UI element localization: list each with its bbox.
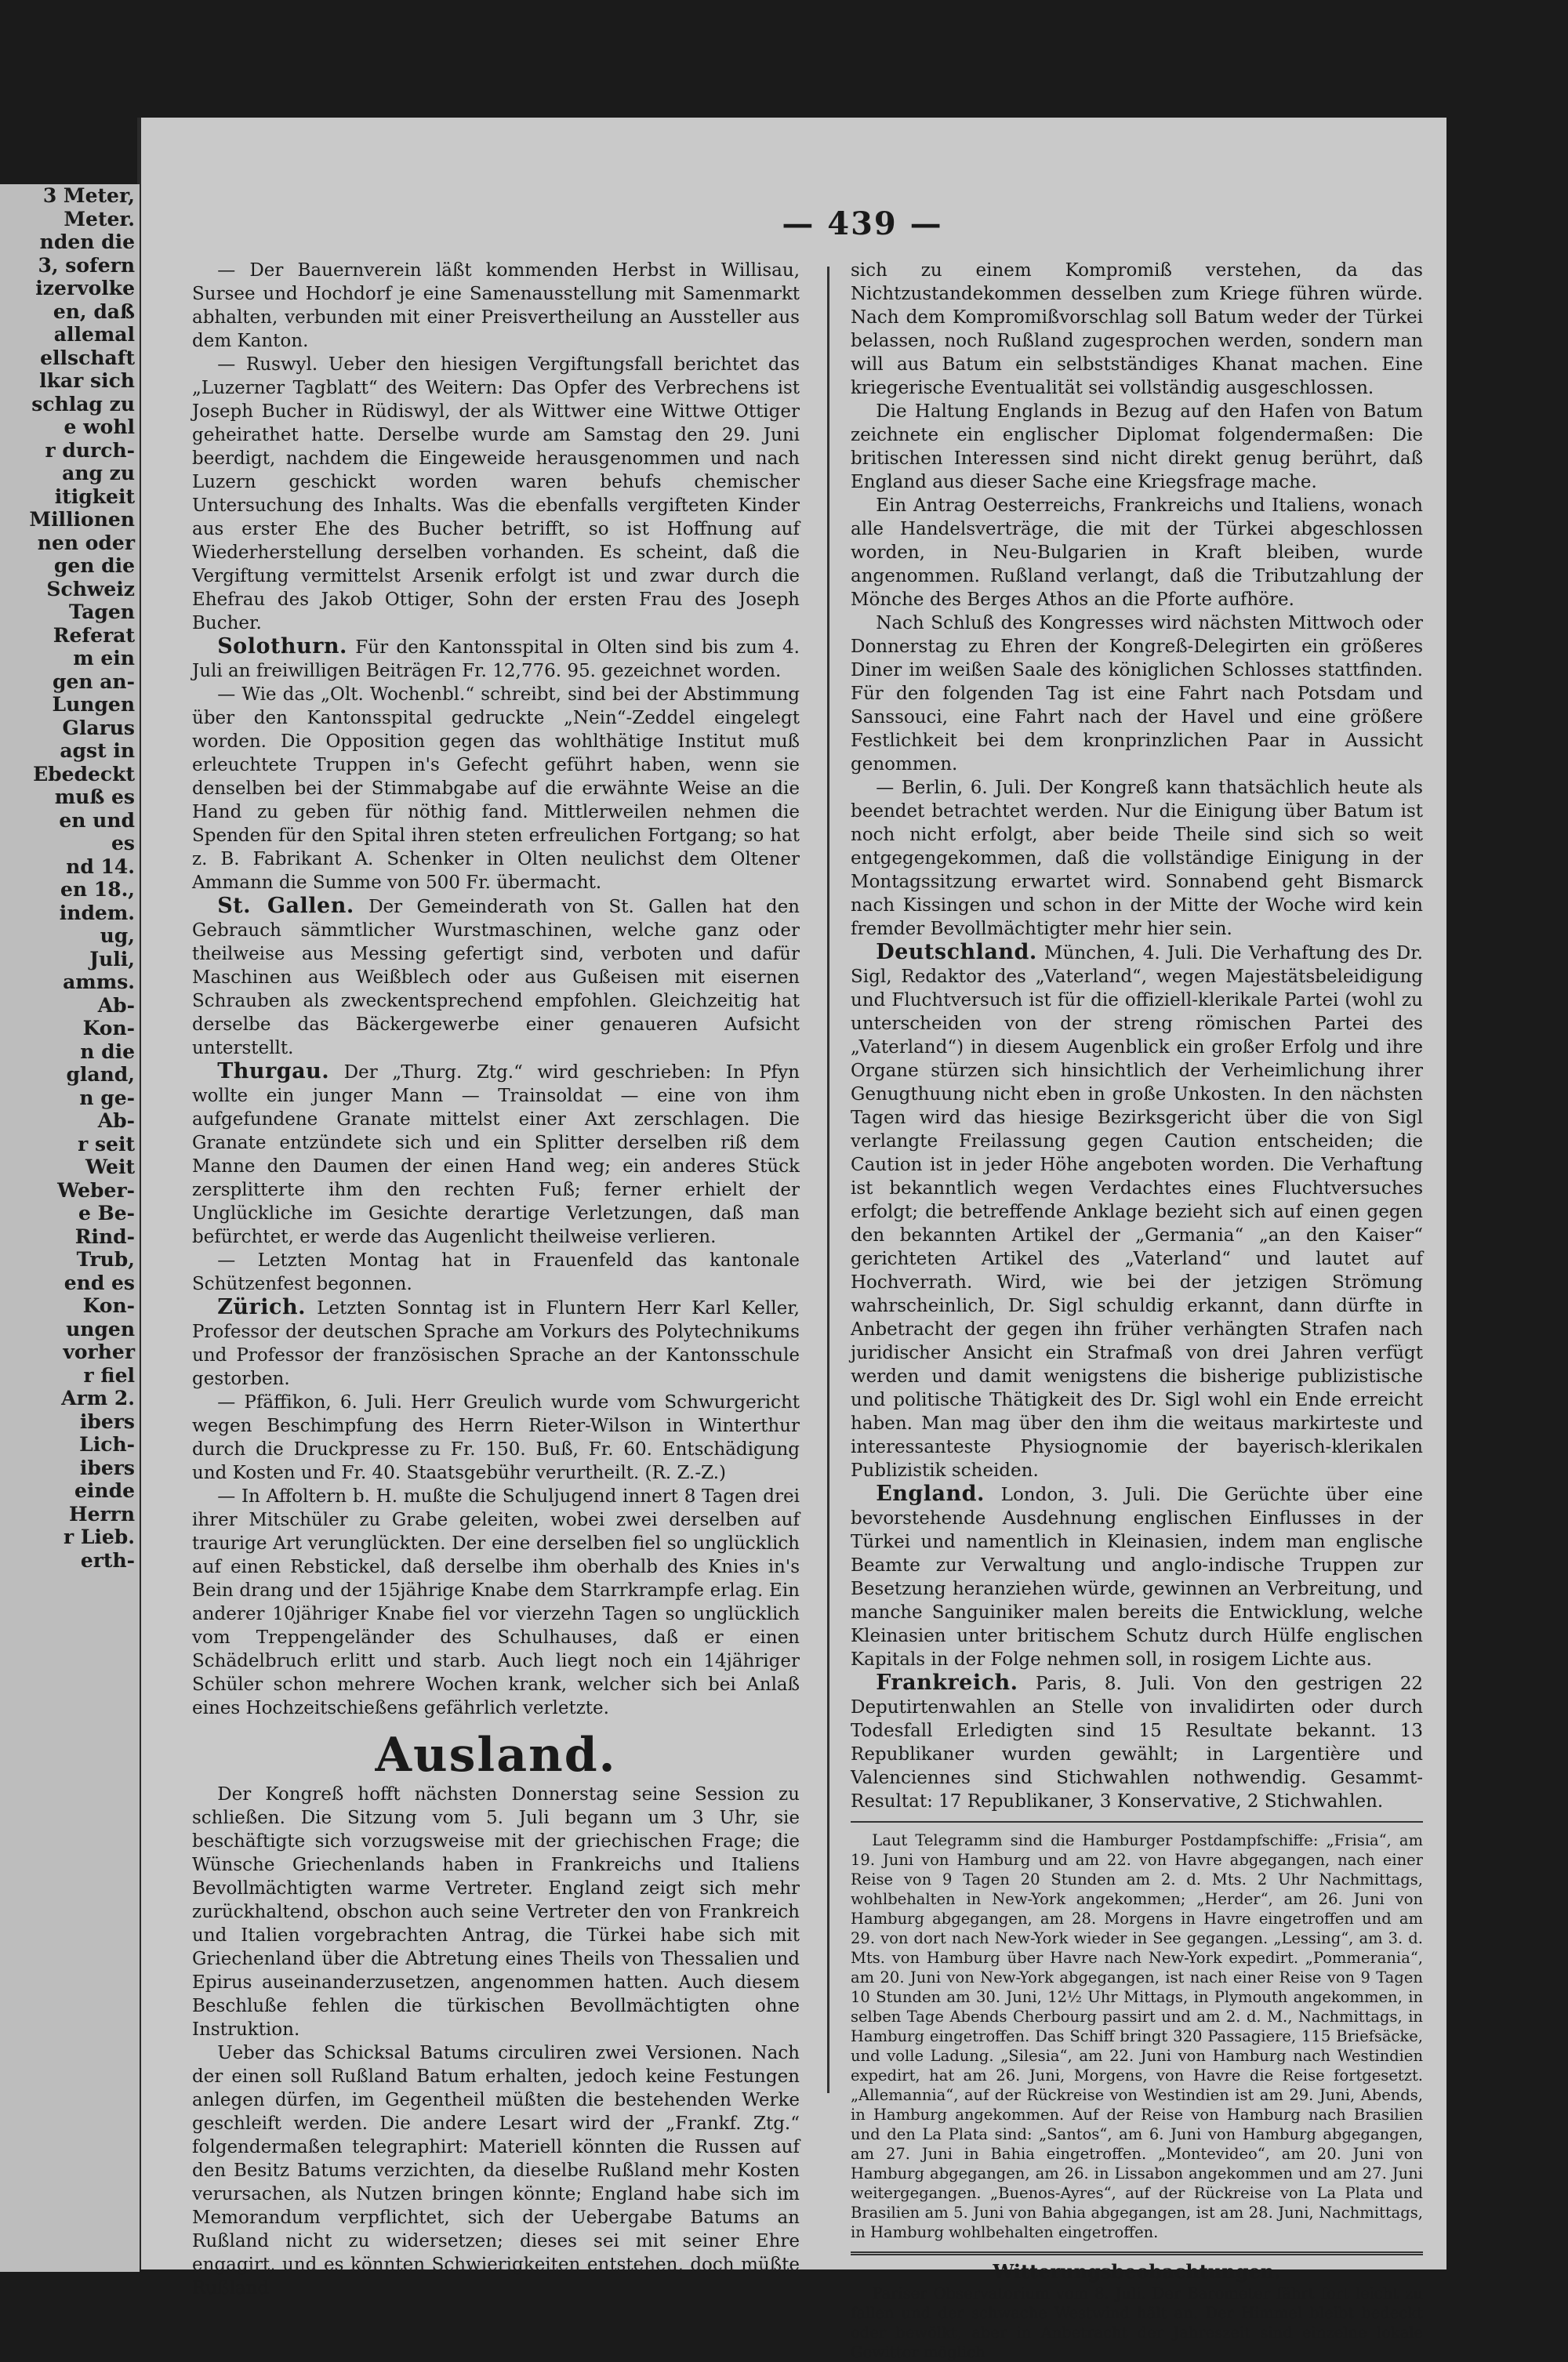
article-frauenfeld: — Letzten Montag hat in Frauenfeld das kantonale Schützenfest begonnen. — [192, 1250, 800, 1294]
section-stgallen: St. Gallen. — [217, 894, 354, 918]
article-affoltern: — In Affoltern b. H. mußte die Schuljugend innert 8 Tagen drei ihrer Mitschüler zu Grabe geleiten, wobei zwei derselben auf traurige Art verunglückten. Der eine derselben fiel so unglücklich auf einen Rebstickel, daß derselbe ihm oberhalb des Knies in's Bein drang und der 15jährige Knabe dem Starrkrampfe erlag. Ein anderer 10jähriger Knabe fiel vor vierzehn Tagen so unglücklich vom Treppengeländer des Schulhauses, daß er einen Schädelbruch erlitt und starb. Auch liegt noch ein 14jähriger Schüler schon mehrere Wochen krank, welcher sich bei Anlaß eines Hochzeitschießens gefährlich verletzte. — [192, 1486, 800, 1718]
weather-report: Pariser Observatorium vom 8. Juli. Der Barometer fährt fort leicht zu fallen und der schwache Westwind hält an. Der Himmel bleibt bedeckt oder bewölkt, aber in Anbetracht der Jahreszeit sind einzelne lokale Gewitter möglich — [851, 2284, 1423, 2361]
article-berlin: — Berlin, 6. Juli. Der Kongreß kann thatsächlich heute als beendet betrachtet werden. Nur die Einigung über Batum ist noch nicht erfolgt, aber beide Theile sind sich so weit entgegengekommen, daß die vollständige Einigung in der Montagssitzung erwartet wird. Sonnabend geht Bismarck nach Kissingen und schon in der Mitte der Woche wird kein fremder Bevollmächtigter mehr hier sein. — [851, 778, 1423, 939]
previous-page-fragment: en, daß — [53, 299, 135, 323]
previous-page-fragment: ibers — [79, 1410, 135, 1433]
article-batum: Ueber das Schicksal Batums circuliren zwei Versionen. Nach der einen soll Rußland Batum erhalten, jedoch keine Festungen anlegen dürfen, im Gegentheil müßten die bestehenden Werke geschleift werden. Die andere Lesart wird der „Frankf. Ztg.“ folgendermaßen telegraphirt: Materiell könnten die Russen auf den Besitz Batums verzichten, da dieselbe Rußland mehr Kosten verursachen, als Nutzen bringen könnte; England habe sich im Memorandum verpflichtet, sich der Uebergabe Batums an Rußland nicht zu widersetzen; dieses sei mit seiner Ehre engagirt, und es könnten Schwierigkeiten entstehen, doch müßte Rußland — [192, 2043, 800, 2299]
article-england-batum: Die Haltung Englands in Bezug auf den Hafen von Batum zeichnete ein englischer Diplomat folgendermaßen: Die britischen Interessen sind nicht direkt genug berührt, daß England aus dieser Sache eine Kriegsfrage mache. — [851, 401, 1423, 492]
article-kompromiss: sich zu einem Kompromiß verstehen, da das Nichtzustandekommen desselben zum Kriege führen würde. Nach dem Kompromißvorschlag soll Batum weder der Türkei belassen, noch Rußland zugesprochen werden, sondern man will aus Batum ein selbstständiges Khanat machen. Eine kriegerische Eventualität sei vollständig ausgeschlossen. — [851, 260, 1423, 398]
double-divider — [851, 2251, 1423, 2255]
previous-page-fragment: Weber- — [57, 1178, 135, 1202]
england-text: London, 3. Juli. Die Gerüchte über eine bevorstehende Ausdehnung englischen Einflusses in der Türkei und namentlich in Kleinasien, indem man englische Beamte zur Verwaltung und anglo-indische Truppen zur Besetzung heranziehen würde, gewinnen an Verbreitung, und manche Sanguiniker malen bereits die Entwicklung, welche Kleinasien unter britischem Schutz durch Hülfe englischen Kapitals in der Folge nehmen soll, in rosigem Lichte aus. — [851, 1485, 1423, 1670]
previous-page-fragment: r Lieb. — [63, 1526, 135, 1548]
previous-page-fragment: ellschaft — [40, 346, 135, 369]
previous-page-fragment: indem. — [59, 901, 135, 924]
section-england: England. — [876, 1482, 985, 1506]
previous-page-fragment: Arm 2. — [61, 1387, 135, 1410]
previous-page-fragment: es — [111, 832, 135, 854]
article-kongress-diner: Nach Schluß des Kongresses wird nächsten Mittwoch oder Donnerstag zu Ehren der Kongreß-Delegirten ein größeres Diner im weißen Saale des königlichen Schlosses stattfinden. Für den folgenden Tag ist eine Fahrt nach Potsdam und Sanssouci, eine Fahrt nach der Havel und eine größere Festlichkeit bei dem kronprinzlichen Paar in Aussicht genommen. — [851, 613, 1423, 775]
previous-page-fragment: en und — [59, 808, 135, 832]
deutschland-text: München, 4. Juli. Die Verhaftung des Dr. Sigl, Redaktor des „Vaterland“, wegen Majestätsbeleidigung und Fluchtversuch ist für die offiziell-klerikale Partei (wohl zu unterscheiden von der streng römischen Partei des „Vaterland“) in diesem Augenblick ein großer Erfolg und ihre Organe stürzen sich hinsichtlich der Verheimlichung ihrer Genugthuung nicht eben in große Unkosten. In den nächsten Tagen wird das hiesige Bezirksgericht über die von Sigl verlangte Freilassung gegen Caution entscheiden; die Caution ist in jeder Höhe angeboten worden. Die Verhaftung ist bekanntlich wegen Verdachtes eines Fluchtversuches erfolgt; die betreffende Anklage bezieht sich auf einen gegen den bekannten Artikel der „Germania“ „an den Kaiser“ gerichteten Artikel des „Vaterland“ und lautet auf Hochverrath. Wird, wie bei der jetzigen Strömung wahrscheinlich, Dr. Sigl schuldig erkannt, dann dürfte in Anbetracht der gegen ihn früher verhängten Strafen nach juridischer Ansicht ein Strafmaß von drei Jahren verfügt werden und damit wenigstens die bisherige publizistische und politische Thätigkeit des Dr. Sigl wohl ein Ende erreicht haben. Man mag über den ihm die weitaus markirteste und interessanteste Physiognomie der bayerisch-klerikalen Publizistik scheiden. — [851, 943, 1423, 1481]
newspaper-page — [141, 118, 1446, 2361]
previous-page-fragment: Millionen — [29, 508, 135, 531]
previous-page-fragment: Herrn — [68, 1502, 135, 1526]
article-deutschland — [851, 941, 1423, 1482]
previous-page-fragment: e Be- — [78, 1202, 135, 1225]
zurich-text: Letzten Sonntag ist in Fluntern Herr Karl Keller, Professor der deutschen Sprache am Vorkurs des Polytechnikums und Professor der französischen Sprache an der Kantonsschule gestorben. — [192, 1298, 800, 1389]
previous-page-fragment: Lungen — [52, 693, 135, 716]
previous-page-fragment: ibers — [79, 1456, 135, 1479]
previous-page-fragment: r fiel — [83, 1363, 135, 1387]
previous-page-fragment: n ge- — [79, 1086, 135, 1109]
column-rule — [827, 267, 829, 2093]
previous-page-fragment: Kon- — [82, 1017, 135, 1039]
ship-news: Laut Telegramm sind die Hamburger Postdampfschiffe: „Frisia“, am 19. Juni von Hamburg und am 22. von Havre abgegangen, nach einer Reise von 9 Tagen 20 Stunden am 2. d. Mts. 2 Uhr Nachmittags, wohlbehalten in New-York angekommen; „Herder“, am 26. Juni von Hamburg abgegangen, am 28. Morgens in Havre eingetroffen und am 29. von dort nach New-York wieder in See gegangen. „Lessing“, am 3. d. Mts. von Hamburg über Havre nach New-York expedirt. „Pommerania“, am 20. Juni von New-York abgegangen, ist nach einer Reise von 9 Tagen 10 Stunden am 30. Juni, 12½ Uhr Mittags, in Plymouth angekommen, in selben Tage Abends Cherbourg passirt und am 2. d. M., Nachmittags, in Hamburg eingetroffen. Das Schiff bringt 320 Passagiere, 115 Briefsäcke, und volle Ladung. „Silesia“, am 22. Juni von Hamburg nach Westindien expedirt, hat am 26. Juni, Morgens, von Havre die Reise fortgesetzt. „Allemannia“, auf der Rückreise von Westindien ist am 29. Juni, Abends, in Hamburg angekommen. Auf der Reise von Hamburg nach Brasilien und den La Plata sind: „Santos“, am 6. Juni von Hamburg abgegangen, am 27. Juni in Bahia eingetroffen. „Montevideo“, am 20. Juni von Hamburg abgegangen, am 26. in Lissabon angekommen und am 27. Juni weitergegangen. „Buenos-Ayres“, auf der Rückreise von La Plata und Brasilien am 5. Juni von Bahia abgegangen, ist am 28. Juni, Nachmittags, in Hamburg wohlbehalten eingetroffen. — [851, 1831, 1423, 2241]
previous-page-fragment: gen an- — [52, 669, 135, 693]
frankreich-text: Paris, 8. Juli. Von den gestrigen 22 Deputirtenwahlen an Stelle von invalidirten oder durch Todesfall Erledigten sind 15 Resultate bekannt. 13 Republikaner wurden gewählt; in Largentière und Valenciennes sind Stichwahlen nothwendig. Gesammt-Resultat: 17 Republikaner, 3 Konservative, 2 Stichwahlen. — [851, 1674, 1423, 1812]
previous-page-fragment: Referat — [53, 623, 135, 647]
previous-page-fragment: m ein — [73, 647, 135, 669]
previous-page-fragment: Lich- — [79, 1433, 135, 1456]
previous-page-fragment: Ebedeckt — [33, 762, 135, 786]
article-zurich — [192, 1296, 800, 1391]
previous-page-fragment: nd 14. — [66, 854, 135, 878]
right-column — [851, 259, 1423, 2361]
previous-page-fragment: muß es — [54, 786, 135, 808]
previous-page-strip — [0, 184, 140, 2272]
previous-page-fragment: Ab- — [97, 1109, 135, 1132]
previous-page-fragment: Ab- — [97, 993, 135, 1017]
article-ruswyl: — Ruswyl. Ueber den hiesigen Vergiftungsfall berichtet das „Luzerner Tagblatt“ des Weitern: Das Opfer des Verbrechens ist Joseph Bucher in Rüdiswyl, der als Wittwer eine Wittwe Ottiger geheirathet hatte. Derselbe wurde am Samstag den 29. Juni beerdigt, nachdem die Eingeweide herausgenommen und nach Luzern geschickt worden waren behufs chemischer Untersuchung des Inhalts. Was die ebenfalls vergifteten Kinder aus erster Ehe des Bucher betrifft, so ist Hoffnung auf Wiederherstellung derselben vorhanden. Es scheint, daß die Vergiftung vermittelst Arsenik erfolgt ist und zwar durch die Ehefrau des Jakob Ottiger, Sohn der ersten Frau des Joseph Bucher. — [192, 354, 800, 633]
previous-page-fragment: Schweiz — [46, 577, 135, 600]
previous-page-fragment: Meter. — [64, 207, 135, 230]
left-column — [192, 259, 800, 2299]
article-pfaeffikon: — Pfäffikon, 6. Juli. Herr Greulich wurde vom Schwurgericht wegen Beschimpfung des Herrn Rieter-Wilson in Winterthur durch die Druckpresse zu Fr. 150. Buß, Fr. 60. Entschädigung und Kosten und Fr. 40. Staatsgebühr verurtheilt. (R. Z.-Z.) — [192, 1392, 800, 1483]
article-england — [851, 1482, 1423, 1671]
previous-page-fragment: r seit — [78, 1132, 135, 1156]
solothurn-text: Für den Kantonsspital in Olten sind bis zum 4. Juli an freiwilligen Beiträgen Fr. 12,776. 95. gezeichnet worden. — [192, 637, 800, 681]
previous-page-fragment: schlag zu — [31, 392, 135, 415]
previous-page-fragment: ang zu — [62, 462, 135, 484]
section-frankreich: Frankreich. — [876, 1671, 1018, 1695]
previous-page-fragment: Rind- — [74, 1225, 135, 1248]
section-deutschland: Deutschland. — [876, 940, 1037, 964]
previous-page-fragment: allemal — [53, 323, 135, 346]
previous-page-fragment: itigkeit — [54, 484, 135, 508]
article-frankreich — [851, 1671, 1423, 1813]
article-olten-wochenblatt: — Wie das „Olt. Wochenbl.“ schreibt, sind bei der Abstimmung über den Kantonsspital gedruckte „Nein“-Zeddel eingelegt worden. Die Opposition gegen das wohlthätige Institut muß erleuchtete Truppen in's Gefecht geführt haben, wenn sie denselben bei der Stimmabgabe auf die erwähnte Weise an die Hand zu geben für nöthig fand. Mittlerweilen nehmen die Spenden für den Spital ihren steten erfreulichen Fortgang; so hat z. B. Fabrikant A. Schenker in Olten neulichst dem Oltener Ammann die Summe von 500 Fr. übermacht. — [192, 684, 800, 893]
previous-page-fragment: Kon- — [82, 1294, 135, 1317]
article-thurgau — [192, 1060, 800, 1249]
previous-page-fragment: Glarus — [62, 716, 135, 739]
previous-page-fragment: einde — [74, 1479, 135, 1502]
previous-page-fragment: Trub, — [76, 1248, 135, 1271]
previous-page-fragment: n die — [80, 1039, 135, 1063]
previous-page-fragment: Juli, — [89, 947, 135, 971]
stgallen-text: Der Gemeinderath von St. Gallen hat den Gebrauch sämmtlicher Wurstmaschinen, welche ganz oder theilweise aus Messing gefertigt sind, verboten und dafür Maschinen aus Weißblech oder aus Gußeisen mit eisernen Schrauben als zweckentsprechend empfohlen. Gleichzeitig hat derselbe das Bäckergewerbe einer genaueren Aufsicht unterstellt. — [192, 897, 800, 1058]
previous-page-fragment: amms. — [63, 971, 135, 993]
previous-page-fragment: gen die — [53, 554, 135, 577]
previous-page-fragment: nen oder — [37, 531, 135, 554]
previous-page-fragment: agst in — [60, 739, 135, 762]
previous-page-fragment: ungen — [66, 1317, 135, 1341]
previous-page-fragment: lkar sich — [39, 369, 135, 392]
previous-page-fragment: vorher — [63, 1341, 135, 1363]
previous-page-fragment: 3 Meter, — [42, 184, 135, 207]
previous-page-fragment: nden die — [39, 230, 135, 253]
article-stgallen — [192, 894, 800, 1060]
previous-page-fragment: erth- — [80, 1548, 135, 1572]
previous-page-fragment: ug, — [100, 924, 135, 947]
article-kongress: Der Kongreß hofft nächsten Donnerstag seine Session zu schließen. Die Sitzung vom 5. Juli begann um 3 Uhr, sie beschäftigte sich vorzugsweise mit der griechischen Frage; die Wünsche Griechenlands haben in Frankreichs und Italiens Bevollmächtigten warme Vertreter. England zeigt sich mehr zurückhaltend, obschon auch seine Vertreter den von Frankreich und Italien vorgebrachten Antrag, die Türkei habe sich mit Griechenland über die Abtretung eines Theils von Thessalien und Epirus auseinanderzusetzen, angenommen hatten. Auch diesem Beschluße fehlen die türkischen Bevollmächtigten ohne Instruktion. — [192, 1784, 800, 2040]
previous-page-fragment: end es — [64, 1271, 135, 1294]
section-zurich: Zürich. — [217, 1295, 306, 1319]
divider — [851, 1821, 1423, 1823]
previous-page-fragment: Tagen — [69, 600, 135, 623]
thurgau-text: Der „Thurg. Ztg.“ wird geschrieben: In Pfyn wollte ein junger Mann — Trainsoldat — eine von ihm aufgefundene Granate mittelst einer Axt zerschlagen. Die Granate entzündete sich und ein Splitter derselben riß dem Manne den Daumen der einen Hand weg; ein anderes Stück zersplitterte ihm den rechten Fuß; ferner erhielt der Unglückliche im Gesichte derartige Verletzungen, daß man befürchtet, er werde das Augenlicht theilweise verlieren. — [192, 1062, 800, 1247]
previous-page-fragment: en 18., — [60, 878, 135, 901]
previous-page-fragment: e wohl — [64, 415, 135, 438]
section-thurgau: Thurgau. — [217, 1059, 330, 1083]
section-ausland-title: Ausland. — [375, 1728, 617, 1783]
previous-page-fragment: gland, — [66, 1063, 135, 1086]
article-bauernverein: — Der Bauernverein läßt kommenden Herbst in Willisau, Sursee und Hochdorf je eine Samenausstellung mit Samenmarkt abhalten, verbunden mit einer Preisvertheilung an Aussteller aus dem Kanton. — [192, 260, 800, 351]
article-handelsvertraege: Ein Antrag Oesterreichs, Frankreichs und Italiens, wonach alle Handelsverträge, die mit der Türkei abgeschlossen worden, in Neu-Bulgarien in Kraft bleiben, wurde angenommen. Rußland verlangt, daß die Tributzahlung der Mönche des Berges Athos an die Pforte aufhöre. — [851, 495, 1423, 610]
page-number: — 439 — — [782, 205, 943, 242]
section-solothurn: Solothurn. — [217, 634, 347, 659]
article-solothurn — [192, 635, 800, 683]
previous-page-fragment: Weit — [85, 1156, 135, 1178]
weather-heading: Witterungsbeobachtungen. — [993, 2260, 1281, 2283]
previous-page-fragment: r durch- — [45, 438, 135, 462]
previous-page-fragment: 3, sofern — [38, 253, 135, 277]
previous-page-fragment: izervolke — [35, 277, 135, 299]
